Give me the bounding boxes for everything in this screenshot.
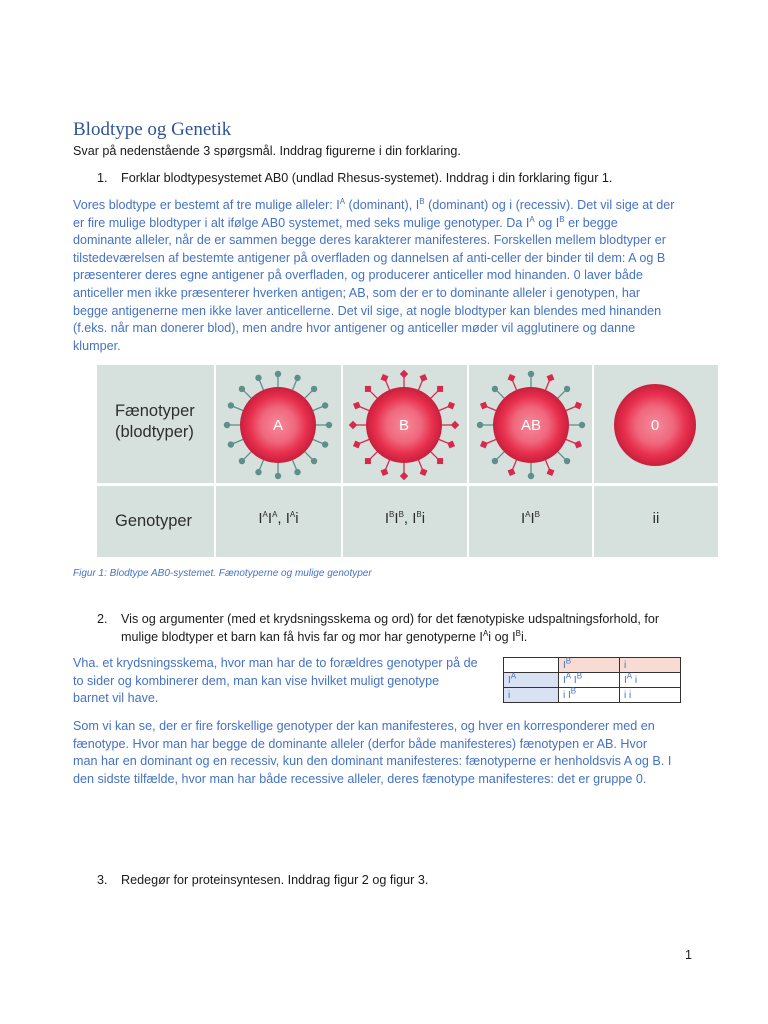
antigen-a-marker <box>275 371 281 377</box>
antigen-a-marker <box>228 402 234 408</box>
question-3 <box>73 872 721 890</box>
answer-3-line: fænotype. Hvor man har begge de dominante alleler (derfor både manifesteres) fænotypen er AB. Hvor <box>73 736 648 751</box>
antigen-b-marker <box>353 441 361 449</box>
antigen-b-marker <box>547 374 555 382</box>
antigen-a-marker <box>492 386 498 392</box>
antigen-b-marker <box>420 374 428 382</box>
answer-1-line <box>73 250 703 268</box>
figure-row-divider <box>97 483 718 486</box>
cell-label: AB <box>520 417 542 434</box>
cell-label: 0 <box>650 417 660 434</box>
antigen-a-marker <box>528 371 534 377</box>
genotype-0: ii <box>652 510 660 527</box>
answer-1-line <box>73 215 703 233</box>
antigen-b-marker <box>447 441 455 449</box>
antigen-a-marker <box>326 422 332 428</box>
antigen-a-marker <box>224 422 230 428</box>
antigen-b-marker <box>400 370 408 378</box>
antigen-b-marker <box>451 421 459 429</box>
punnett-cell: $I^A$ i <box>620 673 681 688</box>
answer-2-line: to sider og kombinerer dem, man kan vise hvilket muligt genotype <box>73 673 440 688</box>
superscript: B <box>419 196 425 206</box>
antigen-b-marker <box>574 402 582 410</box>
answer-1-line <box>73 232 703 250</box>
answer-text: (dominant) og i (recessiv). Det vil sige at der <box>424 198 675 212</box>
answer-1-line <box>73 197 703 215</box>
answer-text: (f.eks. når man donerer blod), men andre hvor antigener og anticeller møder vil agglutinere og danne <box>73 321 636 336</box>
punnett-row <box>504 673 681 688</box>
antigen-a-marker <box>322 402 328 408</box>
page-number: 1 <box>685 948 693 962</box>
answer-3-line: man har en dominant og en recessiv, kun den dominant manifesteres: fænotyperne er henholdsvis A og B. I <box>73 754 672 769</box>
answer-3-line: Som vi kan se, der er fire forskellige genotyper der kan manifesteres, og hver en korresponderer med en <box>73 719 655 733</box>
antigen-b-marker <box>381 468 389 476</box>
antigen-b-marker <box>480 441 488 449</box>
question-number: 1. <box>97 171 108 185</box>
antigen-a-marker <box>255 469 261 475</box>
antigen-a-marker <box>255 375 261 381</box>
antigen-a-marker <box>275 473 281 479</box>
answer-text: præsenterer deres egne antigener på overfladen, og producerer anticeller mod hinanden. 0 laver både <box>73 268 643 283</box>
antigen-a-marker <box>228 441 234 447</box>
punnett-row-header: i <box>504 688 559 703</box>
antigen-b-marker <box>353 402 361 410</box>
antigen-a-marker <box>564 386 570 392</box>
cell-label: B <box>398 417 410 434</box>
question-text <box>121 611 721 646</box>
phenotype-label-line1: Fænotyper <box>115 402 195 420</box>
blood-cell-ab <box>477 371 585 479</box>
genotype-b: $I^BI^B$, $I^Bi$ <box>384 510 426 527</box>
question-2-line2: mulige blodtyper et barn kan få hvis far og mor har genotyperne I <box>121 629 483 644</box>
blood-cell-a <box>224 371 332 479</box>
answer-3-line: den sidste tilfælde, hvor man har både recessive alleler, deres fænotype manifesteres: det er gruppe 0. <box>73 771 647 786</box>
genotype-label: Genotyper <box>115 512 193 530</box>
answer-2-paragraph <box>73 655 493 708</box>
phenotype-label-line2: (blodtyper) <box>115 423 194 441</box>
blood-cell-b <box>349 370 459 480</box>
genotype-ab: $I^AI^B$ <box>520 510 541 527</box>
antigen-a-marker <box>477 422 483 428</box>
antigen-a-marker <box>564 458 570 464</box>
answer-text: og I <box>534 215 560 230</box>
antigen-b-marker <box>365 386 371 392</box>
antigen-b-marker <box>480 402 488 410</box>
antigen-b-marker <box>437 386 443 392</box>
antigen-a-marker <box>239 458 245 464</box>
answer-3-paragraph <box>73 718 703 788</box>
punnett-row-header: $I^A$ <box>504 673 559 688</box>
answer-text: dominante alleler, når de er sammen begge deres karakterer manifesteres. Forskellen mellem blodtyper er <box>73 233 666 248</box>
blood-cells-illustration <box>97 365 718 483</box>
intro-text: Svar på nedenstående 3 spørgsmål. Inddrag figurerne i din forklaring. <box>73 144 461 158</box>
question-2 <box>73 611 721 646</box>
antigen-a-marker <box>294 375 300 381</box>
answer-text: klumper. <box>73 338 121 353</box>
answer-1-line <box>73 320 703 338</box>
antigen-b-marker <box>437 458 443 464</box>
punnett-cell: i $I^B$ <box>559 688 620 703</box>
blood-cell-0 <box>614 384 696 466</box>
question-number: 2. <box>97 612 108 626</box>
answer-1-line <box>73 285 703 303</box>
antigen-b-marker <box>349 421 357 429</box>
antigen-b-marker <box>574 441 582 449</box>
figure-1 <box>97 365 718 557</box>
superscript: A <box>529 214 535 224</box>
punnett-header-cell: $I^B$ <box>559 658 620 673</box>
antigen-a-marker <box>322 441 328 447</box>
document-title: Blodtype og Genetik <box>73 119 232 140</box>
question-number: 3. <box>97 873 108 887</box>
answer-text: begge antigenerne men ikke laver anticellerne. Det vil sige, at nogle blodtyper kan blendes med hinanden <box>73 303 662 318</box>
antigen-a-marker <box>492 458 498 464</box>
cell-label: A <box>272 417 284 434</box>
superscript: B <box>559 214 565 224</box>
superscript: B <box>515 628 521 638</box>
punnett-header-cell: i <box>620 658 681 673</box>
answer-1-line <box>73 303 703 321</box>
antigen-b-marker <box>365 458 371 464</box>
answer-1-paragraph <box>73 197 703 355</box>
figure-caption: Figur 1: Blodtype AB0-systemet. Fænotyperne og mulige genotyper <box>73 568 372 579</box>
antigen-b-marker <box>420 468 428 476</box>
question-2-line2-end: i. <box>520 629 528 644</box>
antigen-a-marker <box>239 386 245 392</box>
antigen-a-marker <box>528 473 534 479</box>
antigen-b-marker <box>381 374 389 382</box>
question-text: Redegør for proteinsyntesen. Inddrag figur 2 og figur 3. <box>121 873 429 887</box>
antigen-a-marker <box>294 469 300 475</box>
superscript: A <box>482 628 489 638</box>
answer-2-line: barnet vil have. <box>73 691 159 706</box>
antigen-a-marker <box>311 458 317 464</box>
answer-text: er fire mulige blodtyper i alt ifølge AB0 systemet, med seks mulige genotyper. Da I <box>73 215 530 230</box>
antigen-b-marker <box>508 374 516 382</box>
answer-1-line <box>73 267 703 285</box>
punnett-row <box>504 688 681 703</box>
answer-text: er begge <box>564 215 618 230</box>
punnett-square <box>503 657 681 703</box>
genotype-a: $I^AI^A$, $I^Ai$ <box>258 510 299 527</box>
punnett-cell: i i <box>620 688 681 703</box>
superscript: A <box>339 196 346 206</box>
antigen-b-marker <box>508 468 516 476</box>
question-1 <box>73 170 721 188</box>
answer-text: tilstedeværelsen af bestemte antigener på overfladen og dannelsen af anti-celler der binder til dem: A og B <box>73 250 666 265</box>
antigen-a-marker <box>579 422 585 428</box>
punnett-header-row <box>504 658 681 673</box>
antigen-a-marker <box>311 386 317 392</box>
answer-text: (dominant), I <box>345 198 420 212</box>
answer-text: anticeller men ikke præsenterer hverken antigen; AB, som der er to dominante alleler i genotypen, har <box>73 285 641 300</box>
answer-1-line <box>73 338 703 356</box>
antigen-b-marker <box>447 402 455 410</box>
question-text: Forklar blodtypesystemet AB0 (undlad Rhesus-systemet). Inddrag i din forklaring figur 1. <box>121 171 613 185</box>
answer-2-line: Vha. et krydsningsskema, hvor man har de to forældres genotyper på de <box>73 656 478 670</box>
antigen-b-marker <box>400 472 408 480</box>
antigen-b-marker <box>547 468 555 476</box>
question-2-line2-mid: i og I <box>488 629 516 644</box>
answer-text: Vores blodtype er bestemt af tre mulige alleler: I <box>73 198 340 212</box>
question-2-line1: Vis og argumenter (med et krydsningsskema og ord) for det fænotypiske udspaltningsforhold, for <box>121 612 660 626</box>
punnett-cell: $I^A$ $I^B$ <box>559 673 620 688</box>
